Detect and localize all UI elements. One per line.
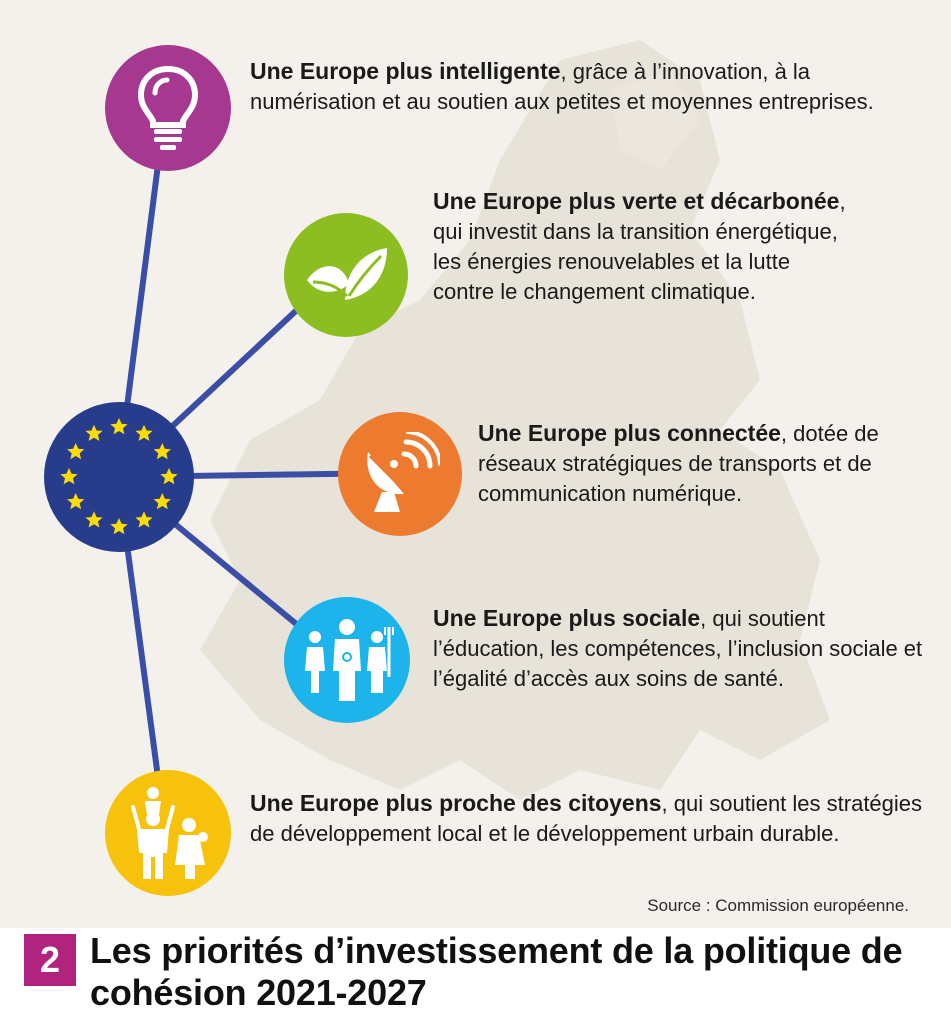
priority-circle-green (284, 213, 408, 337)
priority-circle-social (284, 597, 410, 723)
priority-head-green: Une Europe plus verte et décarbonée (433, 188, 840, 214)
priority-circle-intelligent (105, 45, 231, 171)
family-icon (123, 785, 213, 881)
people-icon (299, 617, 395, 703)
priority-text-intelligent (250, 56, 910, 117)
priority-rest-green: , qui investit dans la transition énergétique, les énergies renouvelables et la lutte contre le changement climatique. (433, 189, 846, 304)
priority-text-green (433, 186, 853, 307)
priority-rest-connected: , dotée de réseaux stratégiques de transports et de communication numérique. (478, 421, 879, 506)
priority-head-social: Une Europe plus sociale (433, 605, 701, 631)
priority-head-connected: Une Europe plus connectée (478, 420, 781, 446)
caption-title: Les priorités d’investissement de la politique de cohésion 2021-2027 (90, 930, 903, 1013)
priority-head-intelligent: Une Europe plus intelligente (250, 58, 561, 84)
priority-text-social (433, 603, 923, 694)
satellite-dish-icon (360, 432, 440, 516)
priority-head-citizens: Une Europe plus proche des citoyens (250, 790, 662, 816)
priority-text-citizens (250, 788, 930, 849)
priority-circle-connected (338, 412, 462, 536)
eu-flag-circle (44, 402, 194, 552)
priority-circle-citizens (105, 770, 231, 896)
eu-stars-icon (44, 402, 194, 552)
caption-number-badge: 2 (24, 934, 76, 986)
lightbulb-icon (133, 63, 203, 153)
priority-text-connected (478, 418, 898, 509)
leaves-icon (301, 240, 391, 310)
priority-rest-citizens: , qui soutient les stratégies de développement local et le développement urbain durable. (250, 791, 923, 846)
source-note: Source : Commission européenne. (647, 896, 909, 915)
priority-rest-intelligent: , grâce à l’innovation, à la numérisation et au soutien aux petites et moyennes entreprises. (250, 59, 874, 114)
priority-rest-social: , qui soutient l’éducation, les compétences, l’inclusion sociale et l’égalité d’accès aux soins de santé. (433, 606, 923, 691)
figure-caption (24, 930, 934, 1014)
